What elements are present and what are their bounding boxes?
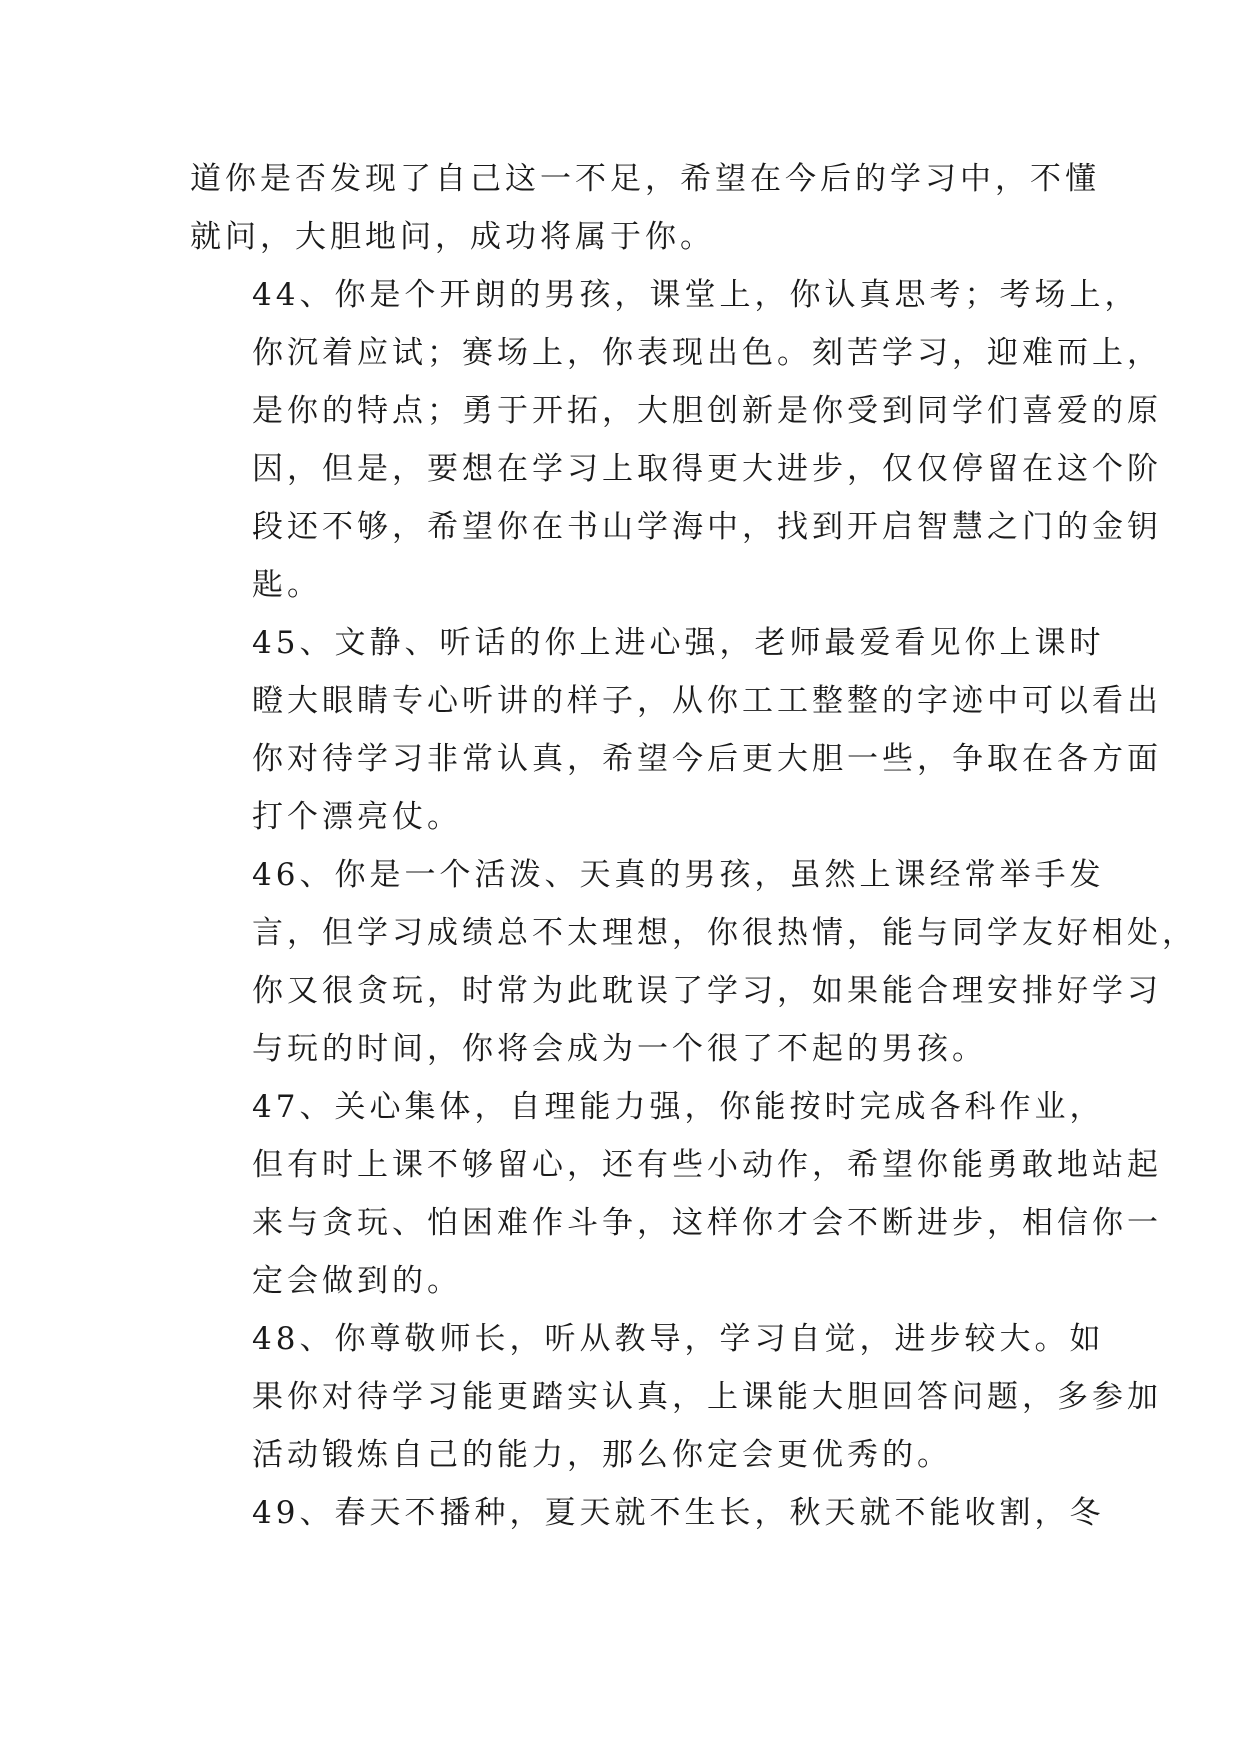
text-line: 因，但是，要想在学习上取得更大进步，仅仅停留在这个阶 (252, 451, 1162, 487)
paragraph-48 (190, 1310, 1162, 1484)
text-line: 你对待学习非常认真，希望今后更大胆一些，争取在各方面 (252, 741, 1162, 777)
paragraph-44 (190, 266, 1162, 614)
text-line: 就问，大胆地问，成功将属于你。 (190, 219, 715, 255)
text-line: 45、文静、听话的你上进心强，老师最爱看见你上课时 (252, 625, 1105, 661)
text-line: 道你是否发现了自己这一不足，希望在今后的学习中，不懂 (190, 161, 1100, 197)
text-line: 你又很贪玩，时常为此耽误了学习，如果能合理安排好学习 (252, 973, 1162, 1009)
text-line: 段还不够，希望你在书山学海中，找到开启智慧之门的金钥 (252, 509, 1162, 545)
text-line: 与玩的时间，你将会成为一个很了不起的男孩。 (252, 1031, 987, 1067)
text-line: 瞪大眼睛专心听讲的样子，从你工工整整的字迹中可以看出 (252, 683, 1162, 719)
text-line: 你沉着应试；赛场上，你表现出色。刻苦学习，迎难而上， (252, 335, 1162, 371)
paragraph-47 (190, 1078, 1162, 1310)
text-line: 果你对待学习能更踏实认真，上课能大胆回答问题，多参加 (252, 1379, 1162, 1415)
paragraph-49 (190, 1484, 1105, 1542)
text-line: 言，但学习成绩总不太理想，你很热情，能与同学友好相处， (252, 915, 1197, 951)
text-line: 46、你是一个活泼、天真的男孩，虽然上课经常举手发 (252, 857, 1105, 893)
text-line: 匙。 (252, 567, 322, 603)
text-line: 48、你尊敬师长，听从教导，学习自觉，进步较大。如 (252, 1321, 1105, 1357)
paragraph-continuation (190, 150, 1100, 266)
body-text (190, 150, 1197, 1542)
text-line: 但有时上课不够留心，还有些小动作，希望你能勇敢地站起 (252, 1147, 1162, 1183)
text-line: 是你的特点；勇于开拓，大胆创新是你受到同学们喜爱的原 (252, 393, 1162, 429)
paragraph-45 (190, 614, 1162, 846)
text-line: 44、你是个开朗的男孩，课堂上，你认真思考；考场上， (252, 277, 1140, 313)
text-line: 49、春天不播种，夏天就不生长，秋天就不能收割，冬 (252, 1495, 1105, 1531)
text-line: 活动锻炼自己的能力，那么你定会更优秀的。 (252, 1437, 952, 1473)
text-line: 47、关心集体，自理能力强，你能按时完成各科作业， (252, 1089, 1105, 1125)
text-line: 打个漂亮仗。 (252, 799, 462, 835)
paragraph-46 (190, 846, 1197, 1078)
text-line: 来与贪玩、怕困难作斗争，这样你才会不断进步，相信你一 (252, 1205, 1162, 1241)
text-line: 定会做到的。 (252, 1263, 462, 1299)
